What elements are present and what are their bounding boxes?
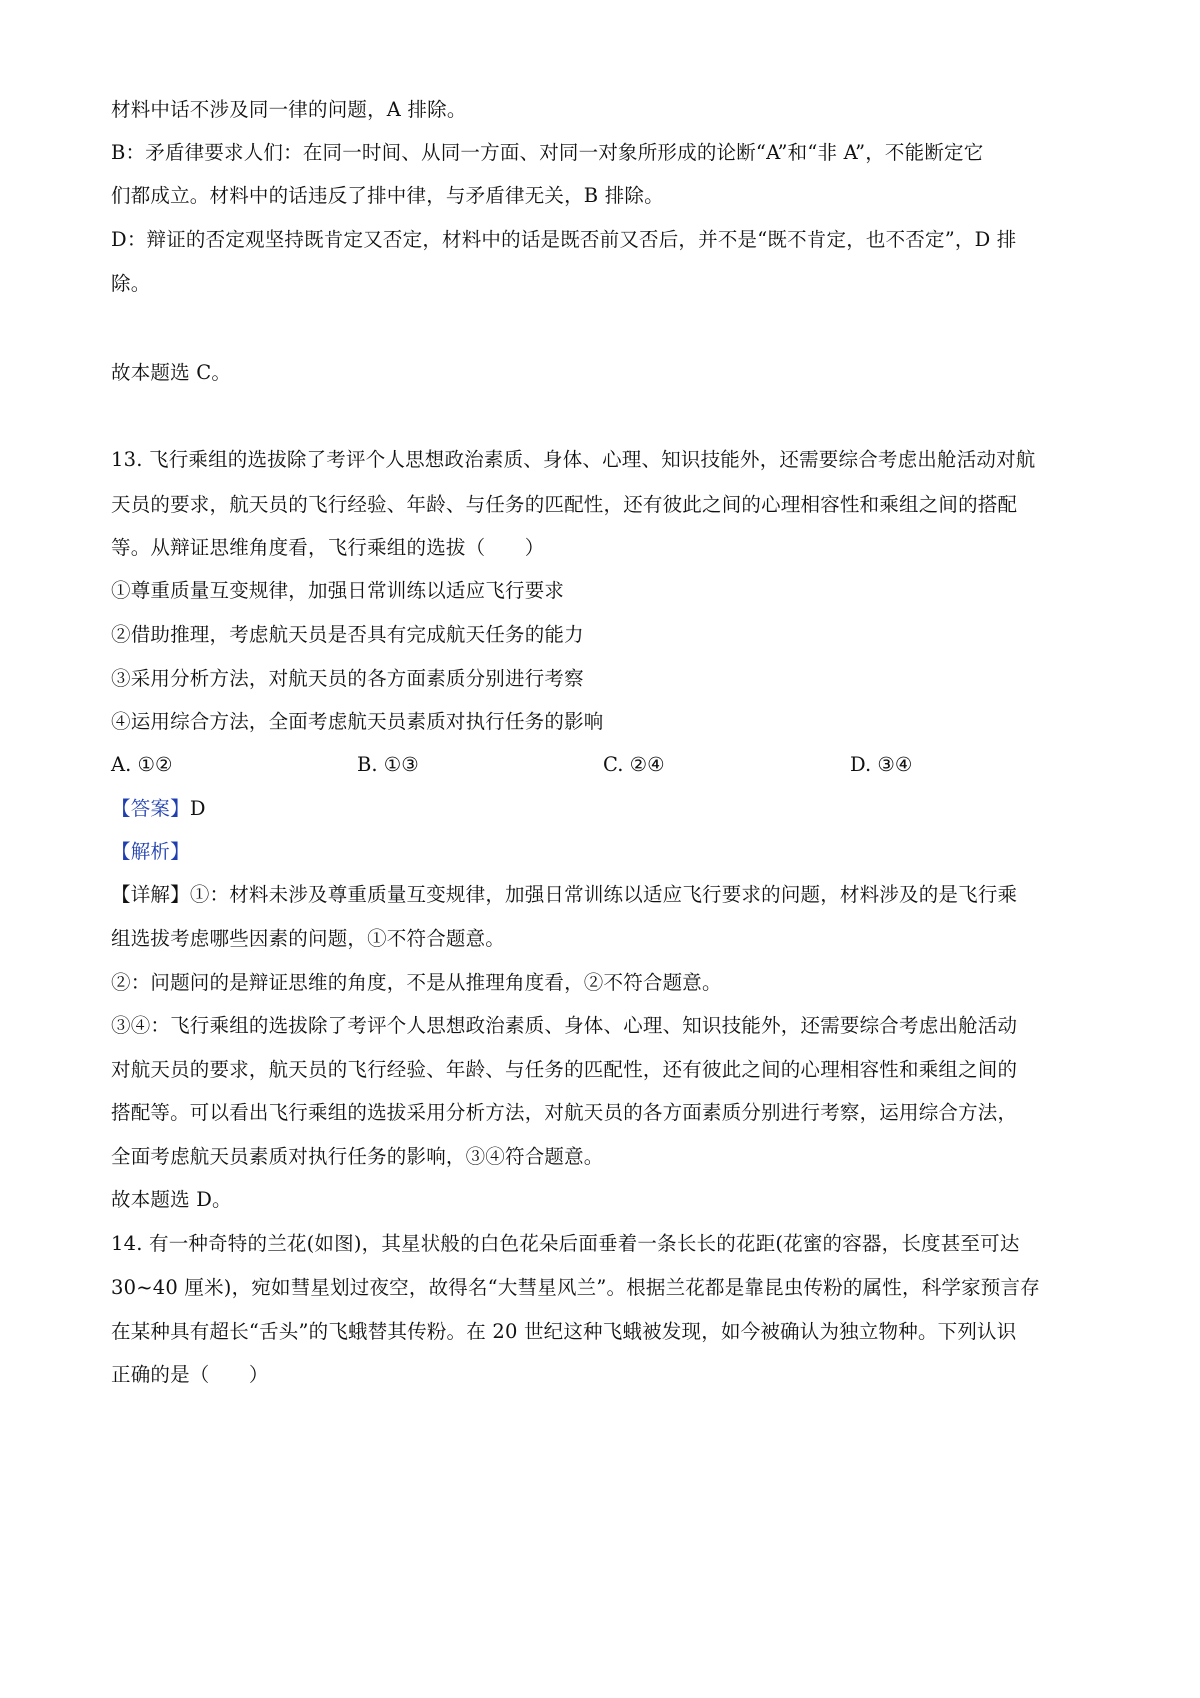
q13-detail-line-6: 搭配等。可以看出飞行乘组的选拔采用分析方法，对航天员的各方面素质分别进行考察，运用综合方法， bbox=[111, 1101, 1018, 1124]
q13-item-4: ④运用综合方法，全面考虑航天员素质对执行任务的影响 bbox=[111, 710, 604, 733]
q14-stem-line-1: 14. 有一种奇特的兰花(如图)，其星状般的白色花朵后面垂着一条长长的花距(花蜜的容器，长度甚至可达 bbox=[111, 1232, 1020, 1255]
q12-explanation-line-5: 除。 bbox=[111, 272, 151, 295]
q13-stem-line-2: 天员的要求，航天员的飞行经验、年龄、与任务的匹配性，还有彼此之间的心理相容性和乘组之间的搭配 bbox=[111, 493, 1018, 516]
q13-detail-line-1 bbox=[111, 882, 1017, 908]
q14-stem-line-3: 在某种具有超长“舌头”的飞蛾替其传粉。在 20 世纪这种飞蛾被发现，如今被确认为独立物种。下列认识 bbox=[111, 1320, 1017, 1343]
q13-conclusion: 故本题选 D。 bbox=[111, 1188, 232, 1211]
q13-detail-line-3: ②：问题问的是辩证思维的角度，不是从推理角度看，②不符合题意。 bbox=[111, 971, 722, 994]
q13-option-a: A. ①② bbox=[111, 753, 173, 776]
q13-item-3: ③采用分析方法，对航天员的各方面素质分别进行考察 bbox=[111, 667, 584, 690]
q13-stem-line-1: 13. 飞行乘组的选拔除了考评个人思想政治素质、身体、心理、知识技能外，还需要综合考虑出舱活动对航 bbox=[111, 448, 1036, 471]
answer-tag: 【答案】 bbox=[111, 797, 190, 820]
q13-stem-line-3: 等。从辩证思维角度看，飞行乘组的选拔（ ） bbox=[111, 536, 545, 559]
q14-stem-line-2: 30~40 厘米)，宛如彗星划过夜空，故得名“大彗星风兰”。根据兰花都是靠昆虫传粉的属性，科学家预言存 bbox=[111, 1276, 1040, 1299]
analysis-tag: 【解析】 bbox=[111, 840, 190, 863]
q13-item-1: ①尊重质量互变规律，加强日常训练以适应飞行要求 bbox=[111, 579, 565, 602]
detail-tag: 【详解】 bbox=[111, 883, 190, 906]
q12-explanation-line-3: 们都成立。材料中的话违反了排中律，与矛盾律无关，B 排除。 bbox=[111, 184, 664, 207]
q13-option-c: C. ②④ bbox=[603, 753, 665, 776]
detail-text: ①：材料未涉及尊重质量互变规律，加强日常训练以适应飞行要求的问题，材料涉及的是飞行乘 bbox=[189, 883, 1018, 906]
q12-explanation-line-1: 材料中话不涉及同一律的问题，A 排除。 bbox=[111, 98, 467, 121]
q14-stem-line-4: 正确的是（ ） bbox=[111, 1363, 269, 1386]
q13-option-d: D. ③④ bbox=[850, 753, 913, 776]
q12-explanation-line-4: D：辩证的否定观坚持既肯定又否定，材料中的话是既否前又否后，并不是“既不肯定，也不否定”，D 排 bbox=[111, 228, 1017, 251]
q13-analysis-row bbox=[111, 839, 190, 865]
q13-detail-line-7: 全面考虑航天员素质对执行任务的影响，③④符合题意。 bbox=[111, 1145, 604, 1168]
q13-option-b: B. ①③ bbox=[357, 753, 419, 776]
q13-detail-line-2: 组选拔考虑哪些因素的问题，①不符合题意。 bbox=[111, 927, 506, 950]
q12-explanation-line-2: B：矛盾律要求人们：在同一时间、从同一方面、对同一对象所形成的论断“A”和“非 A”，不能断定它 bbox=[111, 141, 984, 164]
q13-answer-row bbox=[111, 796, 206, 822]
q12-conclusion: 故本题选 C。 bbox=[111, 361, 232, 384]
q13-item-2: ②借助推理，考虑航天员是否具有完成航天任务的能力 bbox=[111, 623, 584, 646]
q13-detail-line-4: ③④：飞行乘组的选拔除了考评个人思想政治素质、身体、心理、知识技能外，还需要综合考虑出舱活动 bbox=[111, 1014, 1018, 1037]
q13-detail-line-5: 对航天员的要求，航天员的飞行经验、年龄、与任务的匹配性，还有彼此之间的心理相容性和乘组之间的 bbox=[111, 1058, 1018, 1081]
answer-value: D bbox=[189, 797, 206, 820]
